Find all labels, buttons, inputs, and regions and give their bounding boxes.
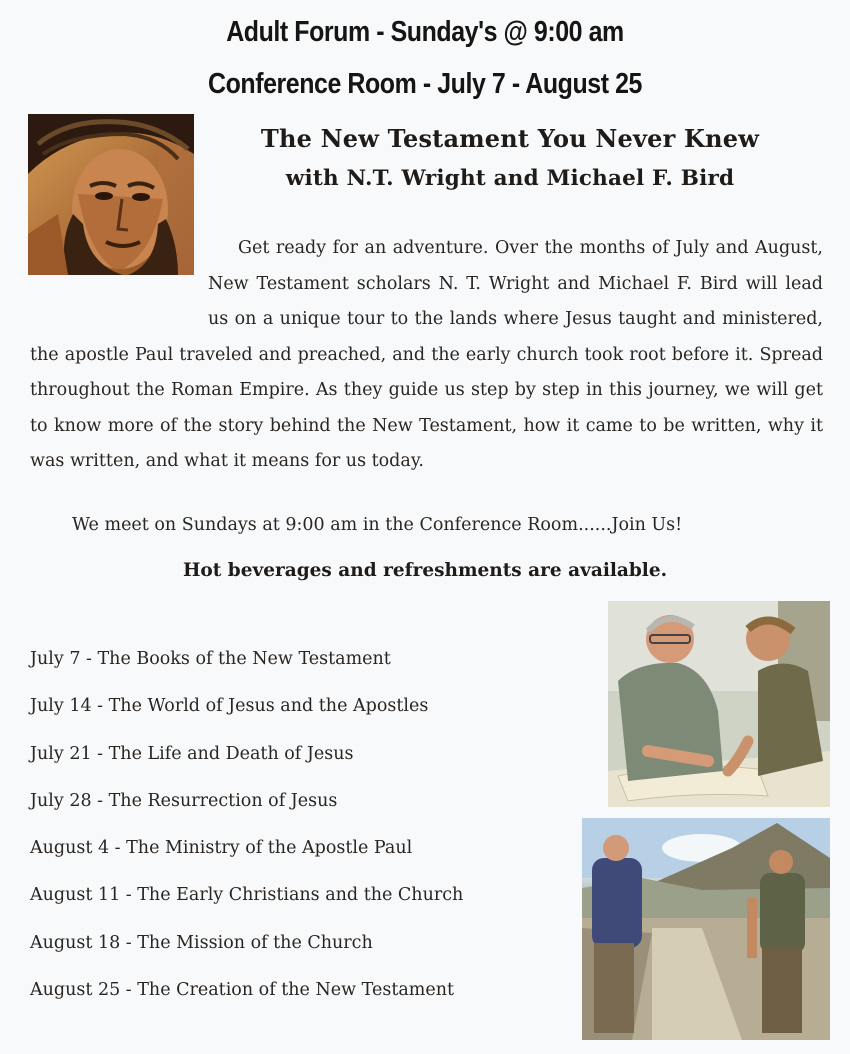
schedule-item: August 4 - The Ministry of the Apostle Paul [30, 838, 413, 859]
scholars-at-ruins-photo [582, 818, 830, 1040]
schedule-item: July 21 - The Life and Death of Jesus [30, 743, 354, 764]
refreshments-note: Hot beverages and refreshments are available. [182, 560, 668, 581]
schedule-item: August 25 - The Creation of the New Testament [30, 980, 455, 1001]
schedule-item: July 28 - The Resurrection of Jesus [30, 790, 338, 811]
header-line-1: Adult Forum - Sunday's @ 9:00 am [226, 16, 624, 48]
schedule-item: August 18 - The Mission of the Church [30, 932, 373, 953]
schedule-list [30, 643, 463, 1021]
schedule-item: August 11 - The Early Christians and the Church [30, 885, 464, 906]
scholars-studying-map-photo [608, 601, 830, 807]
description-text: Get ready for an adventure. Over the months of July and August, New Testament scholars N. T. Wright and Michael F. Bird will lead us on a unique tour to the lands where Jesus taught and ministered, the apostle Paul traveled and preached, and the early church took root before it. Spread throughout the Roman Empire. As they guide us step by step in this journey, we will get to know more of the story behind the New Testament, how it came to be written, why it was written, and what it means for us today. [30, 238, 823, 471]
event-title: The New Testament You Never Knew [260, 124, 760, 153]
schedule-item: July 14 - The World of Jesus and the Apostles [30, 696, 429, 717]
header-line-2: Conference Room - July 7 - August 25 [208, 68, 642, 100]
meeting-info: We meet on Sundays at 9:00 am in the Conference Room......Join Us! [72, 515, 683, 535]
event-subtitle: with N.T. Wright and Michael F. Bird [285, 166, 735, 191]
description-paragraph [30, 231, 823, 480]
schedule-item: July 7 - The Books of the New Testament [30, 649, 391, 669]
